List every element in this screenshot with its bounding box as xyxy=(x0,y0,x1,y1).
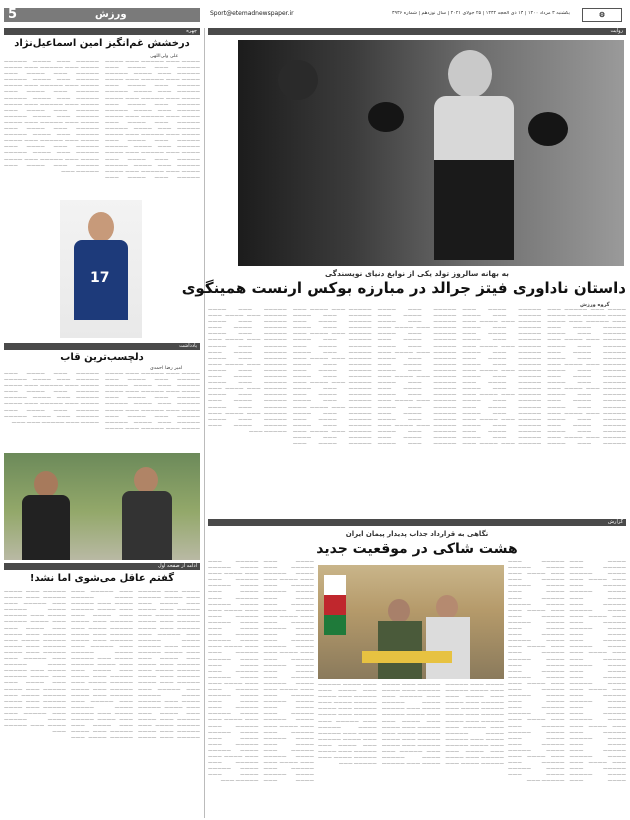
story2-title: دلچسب‌ترین قاب xyxy=(60,352,144,363)
section-label: روایت xyxy=(610,28,623,34)
header-dateline: یکشنبه ۳ مرداد ۱۴۰۰ | ۱۴ ذی الحجه ۱۴۴۲ | ۲۵ جولای ۲۰۲۱ | سال نوزدهم | شماره ۴۹۳۶ xyxy=(391,11,570,16)
main-headline: داستان ناداوری فیتز جرالد در مبارزه بوکس ارنست همینگوی xyxy=(181,279,626,297)
page-header xyxy=(0,0,630,26)
column-divider xyxy=(204,28,205,818)
main-byline: گروه ورزش xyxy=(580,302,610,308)
section-bar-right-bottom xyxy=(208,519,626,526)
story3-body: ———— ——— ————— ——— ———— ————— ——— ———— ——— ————— ——— ———— ————— ———— ——— ————— ——— ———— ————— ——— ———— ——— ————— ——— ———— ————— ———— ——— ————— ——— ———— ————— ——— ———— ——— ————— ——— ———— ————— ———— ——— ————— ——— ———— ————— ——— ———— ——— ————— ——— ———— ————— ———— ——— ————— ——— ———— ————— ——— ———— ——— ————— ——— ———— ————— ———— ——— ————— ——— ———— ————— ——— ———— ——— ————— ——— ———— ————— ———— ——— ————— ——— ———— ————— ——— ———— ——— ————— ——— ———— ————— ———— ——— ————— ——— ———— ————— ——— ———— ——— ————— ——— ———— ————— ———— ——— ————— ——— ———— ————— ——— ———— ——— ————— ——— ———— ————— ———— ——— ————— ——— ———— ————— ——— ———— ——— ————— ——— ———— ————— ———— ——— ————— ——— ———— ————— ——— ———— ——— ————— ——— ———— ————— ———— ——— ————— ——— ———— ————— ——— ———— ——— ————— ——— ———— ————— ———— ——— ————— ——— ———— ————— ——— ———— ——— ————— ——— ———— ————— ———— ——— ————— ——— ———— ————— ——— ———— ——— ————— ——— ———— ————— ———— ——— ————— ——— ———— ————— ——— ———— ——— ————— ——— ———— ————— ———— ——— ————— ——— ———— ————— ——— ———— ——— ————— ——— ———— ————— ———— ——— ————— ——— xyxy=(4,590,200,742)
story3-title: گفتم عاقل می‌شوی اما نشد! xyxy=(29,573,175,584)
section-name: ورزش xyxy=(95,9,127,20)
second-kicker: نگاهی به قرارداد جذاب پدیدار پیمان ایران xyxy=(345,530,489,538)
second-body-center: ———— ——— ————— ——— ———— ————— ——— ———— ——— ————— ——— ———— ————— ———— ——— ————— ——— ———— ————— ——— ———— ——— ————— ——— ———— ————— ———— ——— ————— ——— ———— ————— ——— ———— ——— ————— ——— ———— ————— ———— ——— ————— ——— ———— ————— ——— ———— ——— ————— ——— ———— ————— ———— ——— ————— ——— ———— ————— ——— ———— ——— ————— ——— ———— ————— ———— ——— ————— ——— ———— ————— ——— ———— ——— ————— ——— ———— ————— ———— ——— ————— ——— ———— ————— ——— ———— ——— ————— ——— ———— ————— ———— ——— ————— ——— ———— ————— ——— ———— ——— ————— ——— ———— ————— ———— ——— ————— ——— ———— ————— ——— ———— ——— ————— ——— ———— ————— ———— ——— ————— ——— xyxy=(318,683,504,768)
header-email: Sport@etemadnewspaper.ir xyxy=(210,10,294,17)
second-headline: هشت شاکی در موقعیت جدید xyxy=(316,541,518,557)
wrestlers-photo xyxy=(4,453,200,560)
story1-byline: علی ولی‌اللهی xyxy=(150,54,179,59)
contract-signing-photo xyxy=(318,565,504,679)
main-body: ———— ——— ————— ——— ———— ————— ——— ———— ——— ————— ——— ———— ————— ———— ——— ————— ——— ———— ————— ——— ———— ——— ————— ——— ———— ————— ———— ——— ————— ——— ———— ————— ——— ———— ——— ————— ——— ———— ————— ———— ——— ————— ——— ———— ————— ——— ———— ——— ————— ——— ———— ————— ———— ——— ————— ——— ———— ————— ——— ———— ——— ————— ——— ———— ————— ———— ——— ————— ——— ———— ————— ——— ———— ——— ————— ——— ———— ————— ———— ——— ————— ——— ———— ————— ——— ———— ——— ————— ——— ———— ————— ———— ——— ————— ——— ———— ————— ——— ———— ——— ————— ——— ———— ————— ———— ——— ————— ——— ———— ————— ——— ———— ——— ————— ——— ———— ————— ———— ——— ————— ——— ———— ————— ——— ———— ——— ————— ——— ———— ————— ———— ——— ————— ——— ———— ————— ——— ———— ——— ————— ——— ———— ————— ———— ——— ————— ——— ———— ————— ——— ———— ——— ————— ——— ———— ————— ———— ——— ————— ——— ———— ————— ——— ———— ——— ————— ——— ———— ————— ———— ——— ————— ——— ———— ————— ——— ———— ——— ————— ——— ———— ————— ———— ——— ————— ——— ———— ————— ——— ———— ——— ————— ——— ———— ————— ———— ——— ————— ——— ———— ————— ——— ———— ——— ————— ——— ———— ————— ———— ——— ————— ——— ———— ————— ——— ———— ——— ————— ——— ———— ————— ———— ——— ————— ——— ———— ————— ——— ———— ——— ————— ——— ———— ————— ———— ——— ————— ——— ———— ————— ——— ———— ——— ————— ——— ———— ————— ———— ——— ————— ——— ———— ————— ——— ———— ——— ————— ——— ———— ————— ———— ——— ————— ——— ———— ————— ——— ———— ——— ————— ——— ———— ————— ———— ——— ————— ——— ———— ————— ——— ———— ——— ————— ——— ———— ————— ———— ——— ————— ——— ———— ————— ——— ———— ——— ————— ——— ———— ————— ———— ——— ————— ——— ———— ————— ——— ———— ——— ————— ——— ———— ————— ———— ——— ————— ——— ———— ————— ——— ———— ——— ————— ——— ———— ————— ———— ——— ————— ——— ———— ————— ——— ———— ——— ————— ——— ———— ————— ———— ——— ————— ——— ———— ————— ——— ———— ——— ————— ——— ———— ————— ———— ——— ————— ——— ———— ————— ——— ———— ——— ————— ——— ———— ————— ———— ——— ————— ——— xyxy=(208,308,626,448)
section-bar-right-top xyxy=(208,28,626,35)
newspaper-logo: ⚙ xyxy=(582,8,622,22)
main-kicker: به بهانه سالروز تولد یکی از نوابغ دنیای نویسندگی xyxy=(325,269,509,278)
section-bar-left-top xyxy=(4,28,200,35)
story2-byline: امیر رضا احمدی xyxy=(150,366,183,371)
section-label: چهره xyxy=(186,28,197,34)
second-body-right: ———— ——— ————— ——— ———— ————— ——— ———— ——— ————— ——— ———— ————— ———— ——— ————— ——— ———— ————— ——— ———— ——— ————— ——— ———— ————— ———— ——— ————— ——— ———— ————— ——— ———— ——— ————— ——— ———— ————— ———— ——— ————— ——— ———— ————— ——— ———— ——— ————— ——— ———— ————— ———— ——— ————— ——— ———— ————— ——— ———— ——— ————— ——— ———— ————— ———— ——— ————— ——— ———— ————— ——— ———— ——— ————— ——— ———— ————— ———— ——— ————— ——— ———— ————— ——— ———— ——— ————— ——— ———— ————— ———— ——— ————— ——— ———— ————— ——— ———— ——— ————— ——— ———— ————— ———— ——— ————— ——— ———— ————— ——— ———— ——— ————— ——— ———— ————— ———— ——— ————— ——— ———— ————— ——— ———— ——— ————— ——— ———— ————— ———— ——— ————— ——— ———— ————— ——— ———— ——— ————— ——— ———— ————— ———— ——— ————— ——— ———— ————— ——— ———— ——— ————— ——— ———— ————— ———— ——— ————— ——— xyxy=(508,560,626,785)
page-number: 5 xyxy=(8,7,18,22)
section-label: یادداشت xyxy=(179,343,197,349)
section-bar-left-bottom xyxy=(4,563,200,570)
story1-body: ———— ——— ————— ——— ———— ————— ——— ———— ——— ————— ——— ———— ————— ———— ——— ————— ——— ———— ————— ——— ———— ——— ————— ——— ———— ————— ———— ——— ————— ——— ———— ————— ——— ———— ——— ————— ——— ———— ————— ———— ——— ————— ——— ———— ————— ——— ———— ——— ————— ——— ———— ————— ———— ——— ————— ——— ———— ————— ——— ———— ——— ————— ——— ———— ————— ———— ——— ————— ——— ———— ————— ——— ———— ——— ————— ——— ———— ————— ———— ——— ————— ——— ———— ————— ——— ———— ——— ————— ——— ———— ————— ———— ——— ————— ——— ———— ————— ——— ———— ——— ————— ——— ———— ————— ———— ——— ————— ——— ———— ————— ——— ———— ——— ————— ——— ———— ————— ———— ——— ————— ——— ———— ————— ——— ———— ——— ————— ——— ———— ————— ———— ——— ————— ——— ———— ————— ——— ———— ——— ————— ——— ———— ————— ———— ——— ————— ——— ———— ————— ——— ———— ——— ————— ——— ———— ————— ———— ——— ————— ——— ———— ————— ——— ———— ——— ————— ——— xyxy=(4,60,200,181)
story1-title: درخشش غم‌انگیز امین اسماعیل‌نژاد xyxy=(14,38,190,49)
second-body-left: ———— ——— ————— ——— ———— ————— ——— ———— ——— ————— ——— ———— ————— ———— ——— ————— ——— ———— ————— ——— ———— ——— ————— ——— ———— ————— ———— ——— ————— ——— ———— ————— ——— ———— ——— ————— ——— ———— ————— ———— ——— ————— ——— ———— ————— ——— ———— ——— ————— ——— ———— ————— ———— ——— ————— ——— ———— ————— ——— ———— ——— ————— ——— ———— ————— ———— ——— ————— ——— ———— ————— ——— ———— ——— ————— ——— ———— ————— ———— ——— ————— ——— ———— ————— ——— ———— ——— ————— ——— ———— ————— ———— ——— ————— ——— ———— ————— ——— ———— ——— ————— ——— ———— ————— ———— ——— ————— ——— ———— ————— ——— ———— ——— ————— ——— ———— ————— ———— ——— ————— ——— ———— ————— ——— ———— ——— ————— ——— ———— ————— ———— ——— ————— ——— ———— ————— ——— ———— ——— ————— ——— ———— ————— ———— ——— ————— ——— ———— ————— ——— ———— ——— ————— ——— ———— ————— ———— ——— ————— ——— xyxy=(208,560,314,785)
story2-body: ———— ——— ————— ——— ———— ————— ——— ———— ——— ————— ——— ———— ————— ———— ——— ————— ——— ———— ————— ——— ———— ——— ————— ——— ———— ————— ———— ——— ————— ——— ———— ————— ——— ———— ——— ————— ——— ———— ————— ———— ——— ————— ——— ———— ————— ——— ———— ——— ————— ——— ———— ————— ———— ——— ————— ——— ———— ————— ——— ———— ——— ————— ——— ———— ————— ———— ——— ————— ——— ———— ————— ——— ———— ——— ————— ——— ———— ————— ———— ——— ————— ——— ——— xyxy=(4,372,200,432)
section-label: گزارش xyxy=(607,519,623,525)
section-label: ادامه از صفحه اول xyxy=(157,563,197,569)
section-bar-left-mid xyxy=(4,343,200,350)
volleyball-player-photo: 17 xyxy=(60,200,142,338)
boxing-photo xyxy=(238,40,624,266)
